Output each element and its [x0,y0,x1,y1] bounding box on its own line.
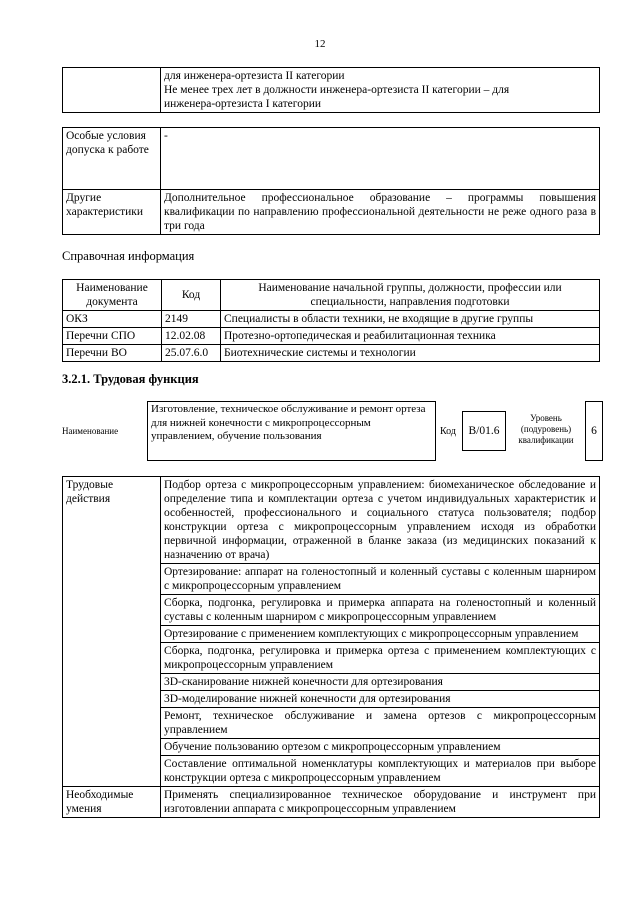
ref-cell: 12.02.08 [162,328,221,345]
function-name: Изготовление, техническое обслуживание и ремонт ортеза для нижней конечности с микропроцессорным управлением, обучение пользования [147,401,436,461]
admission-table [62,127,600,235]
characteristics-label: Другие характеристики [63,190,161,235]
function-code: B/01.6 [462,411,506,451]
function-heading: 3.2.1. Трудовая функция [62,372,199,386]
continuation-text [161,68,600,113]
action-item: 3D-сканирование нижней конечности для ортезирования [161,674,600,691]
qualification-level: 6 [585,401,603,461]
ref-cell: Перечни СПО [63,328,162,345]
code-label: Код [440,426,456,437]
reference-table [62,279,600,362]
ref-header-code: Код [162,280,221,311]
action-item: Ортезирование: аппарат на голеностопный и коленный суставы с коленным шарниром с микропроцессорным управлением [161,564,600,595]
ref-cell: 25.07.6.0 [162,345,221,362]
ref-cell: Протезно-ортопедическая и реабилитационная техника [221,328,600,345]
admission-value: - [161,128,600,190]
action-item: Обучение пользованию ортезом с микропроцессорным управлением [161,739,600,756]
skill-item: Применять специализированное техническое оборудование и инструмент при изготовлении аппарата с микропроцессорным управлением [161,787,600,818]
ref-header-name: Наименование начальной группы, должности, профессии или специальности, направления подготовки [221,280,600,311]
table-row [63,328,600,345]
actions-table [62,476,600,818]
ref-header-doc: Наименование документа [63,280,162,311]
ref-cell: Биотехнические системы и технологии [221,345,600,362]
table-row [63,345,600,362]
action-item: Сборка, подгонка, регулировка и примерка ортеза с применением комплектующих с микропроцессорным управлением [161,643,600,674]
action-item: Ремонт, техническое обслуживание и замена ортезов с микропроцессорным управлением [161,708,600,739]
ref-cell: Перечни ВО [63,345,162,362]
table-row [63,477,600,564]
ref-cell: ОКЗ [63,311,162,328]
ref-cell: Специалисты в области техники, не входящие в другие группы [221,311,600,328]
name-label: Наименование [62,426,119,436]
cont-line: Не менее трех лет в должности инженера-ортезиста II категории – для [164,84,510,96]
action-item: 3D-моделирование нижней конечности для ортезирования [161,691,600,708]
reference-title: Справочная информация [62,249,195,263]
level-label: Уровень (подуровень) квалификации [518,413,574,445]
action-item: Ортезирование с применением комплектующих с микропроцессорным управлением [161,626,600,643]
table-row [63,311,600,328]
table-row [63,787,600,818]
skills-label: Необходимые умения [63,787,161,818]
action-item: Подбор ортеза с микропроцессорным управлением: биомеханическое обследование и определение типа и комплектации ортеза с учетом индивидуальных характеристик и особенностей, профессионального и социального статуса пользователя; подбор конструкции ортеза с микропроцессорным управлением исходя из обработки первичной информации, отраженной в бланке заказа (из медицинских показаний к назначению от врача) [161,477,600,564]
characteristics-value: Дополнительное профессиональное образование – программы повышения квалификации по направлению профессиональной деятельности не реже одного раза в три года [161,190,600,235]
actions-label: Трудовые действия [63,477,161,787]
admission-label: Особые условия допуска к работе [63,128,161,190]
ref-cell: 2149 [162,311,221,328]
action-item: Сборка, подгонка, регулировка и примерка аппарата на голеностопный и коленный суставы с коленным шарниром с микропроцессорным управлением [161,595,600,626]
continuation-table [62,67,600,113]
cont-line: для инженера-ортезиста II категории [164,70,345,82]
page-number: 12 [314,38,326,50]
cont-line: инженера-ортезиста I категории [164,98,322,110]
action-item: Составление оптимальной номенклатуры комплектующих и материалов при выборе конструкции ортеза с микропроцессорным управлением [161,756,600,787]
